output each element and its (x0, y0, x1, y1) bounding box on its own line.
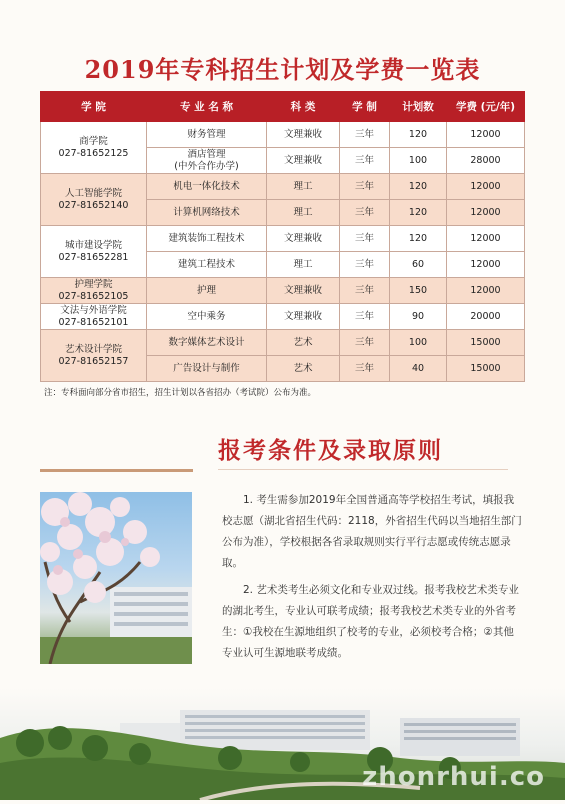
major-name: 酒店管理 (187, 148, 226, 160)
table-row (41, 174, 525, 200)
major-name: 空中乘务 (187, 310, 226, 322)
plan-cell: 120 (390, 122, 447, 148)
years-cell: 三年 (340, 122, 390, 148)
header-major: 专 业 名 称 (147, 92, 267, 122)
table-row (41, 226, 525, 252)
enrollment-plan-table (40, 91, 525, 382)
plan-cell: 120 (390, 226, 447, 252)
college-name: 人工智能学院 (64, 187, 122, 199)
type-cell: 文理兼收 (267, 278, 340, 304)
college-phone: 027-81652140 (58, 199, 129, 211)
years-cell: 三年 (340, 174, 390, 200)
fee-cell: 15000 (447, 330, 525, 356)
type-cell: 理工 (267, 200, 340, 226)
fee-cell: 12000 (447, 252, 525, 278)
major-name: 广告设计与制作 (173, 362, 240, 374)
major-name: 建筑工程技术 (177, 258, 235, 270)
type-cell: 艺术 (267, 330, 340, 356)
years-cell: 三年 (340, 226, 390, 252)
type-cell: 文理兼收 (267, 226, 340, 252)
cherry-blossom-photo (40, 492, 192, 664)
fee-cell: 12000 (447, 122, 525, 148)
major-cell (147, 148, 267, 174)
major-name: 建筑装饰工程技术 (168, 232, 245, 244)
years-cell: 三年 (340, 200, 390, 226)
major-name: 机电一体化技术 (173, 180, 240, 192)
college-name: 文法与外语学院 (60, 304, 127, 316)
major-cell (147, 200, 267, 226)
page-title: 2019年专科招生计划及学费一览表 (84, 55, 481, 84)
divider (40, 469, 193, 472)
major-cell (147, 278, 267, 304)
college-cell (41, 330, 147, 382)
college-name: 城市建设学院 (64, 239, 122, 251)
paragraph-1: 1. 考生需参加2019年全国普通高等学校招生考试，填报我校志愿（湖北省招生代码：2118，外省招生代码以当地招生部门公布为准），学校根据各省录取规则实行平行志愿或传统志愿录取。 (222, 494, 522, 569)
table-row (41, 330, 525, 356)
type-cell: 艺术 (267, 356, 340, 382)
major-cell (147, 252, 267, 278)
watermark: zhonrhui.co (362, 762, 545, 792)
major-name: 计算机网络技术 (173, 206, 240, 218)
type-cell: 文理兼收 (267, 122, 340, 148)
type-cell: 文理兼收 (267, 304, 340, 330)
college-name: 护理学院 (74, 278, 113, 290)
fee-cell: 12000 (447, 174, 525, 200)
years-cell: 三年 (340, 148, 390, 174)
major-name: 护理 (196, 284, 216, 296)
college-cell (41, 304, 147, 330)
major-cell (147, 304, 267, 330)
college-cell (41, 226, 147, 278)
plan-cell: 40 (390, 356, 447, 382)
major-name: 财务管理 (187, 128, 226, 140)
college-phone: 027-81652101 (58, 316, 129, 328)
type-cell: 理工 (267, 174, 340, 200)
major-cell (147, 174, 267, 200)
college-name: 艺术设计学院 (64, 343, 122, 355)
years-cell: 三年 (340, 278, 390, 304)
years-cell: 三年 (340, 252, 390, 278)
plan-cell: 100 (390, 148, 447, 174)
college-phone: 027-81652157 (58, 355, 129, 367)
table-row (41, 304, 525, 330)
college-phone: 027-81652125 (58, 147, 129, 159)
plan-cell: 150 (390, 278, 447, 304)
major-note: (中外合作办学) (174, 160, 239, 172)
campus-photo (0, 688, 565, 800)
fee-cell: 20000 (447, 304, 525, 330)
college-cell (41, 174, 147, 226)
fee-cell: 12000 (447, 226, 525, 252)
table-header-row (41, 92, 525, 122)
college-cell (41, 278, 147, 304)
major-cell (147, 356, 267, 382)
section-title: 报考条件及录取原则 (218, 437, 443, 464)
plan-cell: 60 (390, 252, 447, 278)
years-cell: 三年 (340, 356, 390, 382)
fee-cell: 28000 (447, 148, 525, 174)
plan-cell: 100 (390, 330, 447, 356)
type-cell: 文理兼收 (267, 148, 340, 174)
plan-cell: 90 (390, 304, 447, 330)
type-cell: 理工 (267, 252, 340, 278)
major-cell (147, 122, 267, 148)
college-phone: 027-81652281 (58, 251, 129, 263)
table-row (41, 122, 525, 148)
header-plan: 计划数 (390, 92, 447, 122)
header-years: 学 制 (340, 92, 390, 122)
header-college: 学 院 (41, 92, 147, 122)
college-phone: 027-81652105 (58, 290, 129, 302)
header-fee: 学费 (元/年) (447, 92, 525, 122)
table-note: 注：专科面向部分省市招生，招生计划以各省招办（考试院）公布为准。 (44, 388, 317, 398)
table-row (41, 278, 525, 304)
college-name: 商学院 (79, 135, 108, 147)
fee-cell: 15000 (447, 356, 525, 382)
major-cell (147, 226, 267, 252)
table-body (41, 122, 525, 382)
fee-cell: 12000 (447, 278, 525, 304)
fee-cell: 12000 (447, 200, 525, 226)
major-cell (147, 330, 267, 356)
years-cell: 三年 (340, 304, 390, 330)
years-cell: 三年 (340, 330, 390, 356)
major-name: 数字媒体艺术设计 (168, 336, 245, 348)
college-cell (41, 122, 147, 174)
paragraph-2: 2. 艺术类考生必须文化和专业双过线。报考我校艺术类专业的湖北考生，专业认可联考成绩；报考我校艺术类专业的外省考生：①我校在生源地组织了校考的专业，必须校考合格；②其他专业认可生源地联考成绩。 (222, 584, 519, 659)
divider (218, 469, 508, 470)
header-type: 科 类 (267, 92, 340, 122)
plan-cell: 120 (390, 200, 447, 226)
plan-cell: 120 (390, 174, 447, 200)
